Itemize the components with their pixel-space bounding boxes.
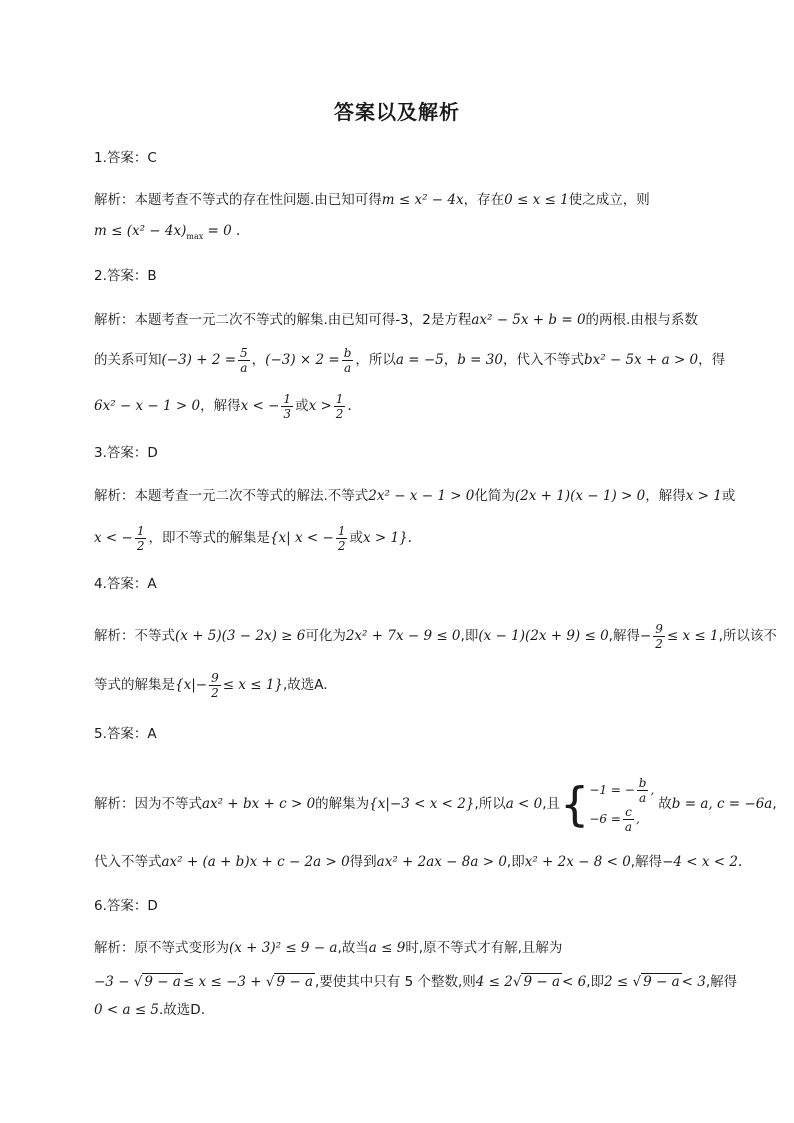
q1-explanation-line2: $m \le (x^2 - 4x)_{max} = 0$ . xyxy=(94,223,241,241)
q4-explanation-line2: 等式的解集是{x|− $\frac{9}{2}$ ≤ x ≤ 1},故选A. xyxy=(94,671,328,700)
q4-answer: 4.答案：A xyxy=(94,576,157,592)
q1-answer: 1.答案：C xyxy=(94,150,157,166)
q6-explanation-line3: 0 < a ≤ 5.故选D. xyxy=(94,1002,205,1018)
q5-explanation-line2: 代入不等式ax² + (a + b)x + c − 2a > 0得到ax² + 2ax − 8a > 0,即x² + 2x − 8 < 0,解得−4 < x < 2. xyxy=(94,854,743,870)
fraction: $\frac{1}{2}$ xyxy=(136,524,145,553)
q2-answer: 2.答案：B xyxy=(94,268,157,284)
fraction: $\frac{9}{2}$ xyxy=(655,622,663,651)
q3-explanation-line2: x < − $\frac{1}{2}$ ，即不等式的解集是{x| x < − $\frac{1}{2}$ 或x > 1}. xyxy=(94,524,412,553)
left-brace: { xyxy=(560,777,590,832)
fraction: $\frac{1}{2}$ xyxy=(335,392,344,421)
q2-explanation-line1: 解析：本题考查一元二次不等式的解集.由已知可得-3，2是方程ax² − 5x + b = 0的两根.由根与系数 xyxy=(94,312,698,328)
fraction: $\frac{1}{2}$ xyxy=(337,524,346,553)
fraction: $\frac{5}{a}$ xyxy=(240,346,248,375)
q2-explanation-line3: 6x² − x − 1 > 0，解得x < − $\frac{1}{3}$ 或x > $\frac{1}{2}$ . xyxy=(94,392,352,421)
q4-explanation-line1: 解析：不等式(x + 5)(3 − 2x) ≥ 6可化为2x² + 7x − 9 ≤ 0,即(x − 1)(2x + 9) ≤ 0,解得− $\frac{9}{2}$ ≤ x ≤ 1,所以该不 xyxy=(94,622,777,651)
page-title: 答案以及解析 xyxy=(334,100,460,124)
fraction: $\frac{1}{3}$ xyxy=(283,392,292,421)
fraction: $\frac{b}{a}$ xyxy=(343,346,352,375)
q6-answer: 6.答案：D xyxy=(94,898,158,914)
q6-explanation-line2: −3 − √ 9 − a ≤ x ≤ −3 + √ 9 − a ,要使其中只有 5 个整数,则4 ≤ 2√ 9 − a < 6,即2 ≤ √ 9 − a < 3,解得 xyxy=(94,974,738,990)
q2-explanation-line2: 的关系可知(−3) + 2 = $\frac{5}{a}$ ，(−3) × 2 = $\frac{b}{a}$ ，所以a = −5，b = 30，代入不等式bx² − 5x + a > 0，得 xyxy=(94,346,726,375)
q6-explanation-line1: 解析：原不等式变形为(x + 3)² ≤ 9 − a,故当a ≤ 9时,原不等式才有解,且解为 xyxy=(94,940,563,956)
fraction: $\frac{9}{2}$ xyxy=(211,671,219,700)
q3-answer: 3.答案：D xyxy=(94,445,158,461)
q5-answer: 5.答案：A xyxy=(94,726,157,742)
q3-explanation-line1: 解析：本题考查一元二次不等式的解法.不等式2x² − x − 1 > 0化简为(2x + 1)(x − 1) > 0，解得x > 1或 xyxy=(94,488,736,504)
equation-system: −1 = − $\frac{b}{a}$ , −6 = $\frac{c}{a}$ , xyxy=(589,775,655,834)
q5-explanation-line1: 解析：因为不等式ax² + bx + c > 0的解集为{x|−3 < x < 2},所以a < 0,且{ −1 = − $\frac{b}{a}$ , −6 = $\frac{c}{a}$ , 故b = a, c = −6a, xyxy=(94,775,777,834)
q1-explanation-line1: 解析：本题考查不等式的存在性问题.由已知可得m ≤ x² − 4x，存在0 ≤ x ≤ 1使之成立，则 xyxy=(94,192,650,208)
